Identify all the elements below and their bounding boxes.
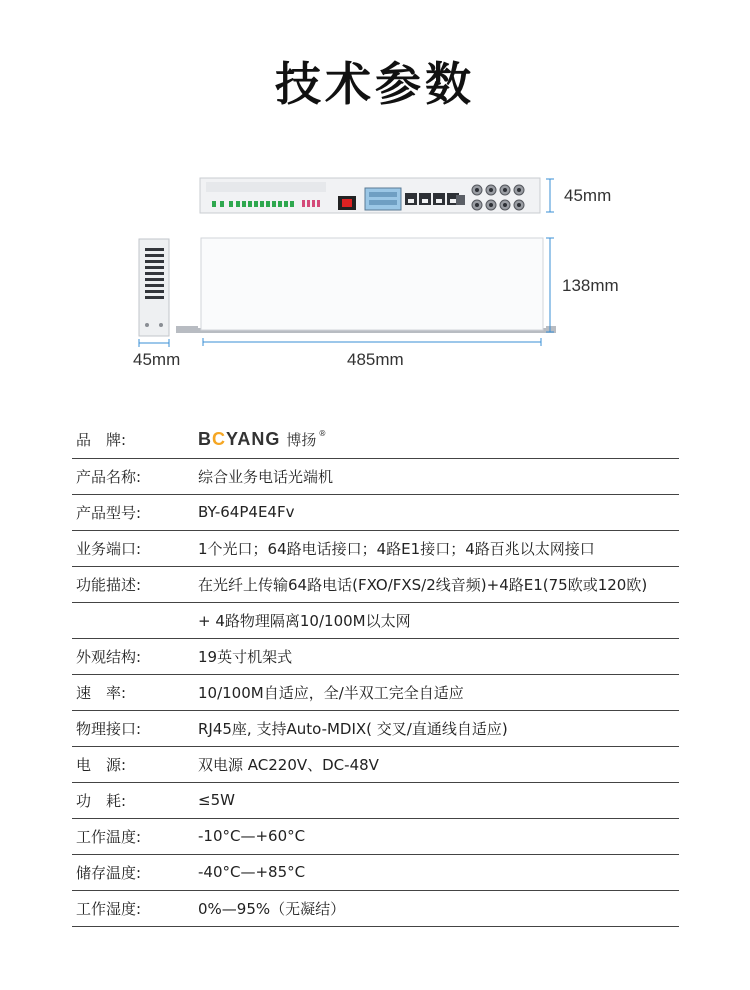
table-row [72,422,679,458]
spec-value: RJ45座, 支持Auto-MDIX( 交叉/直通线自适应) [198,719,508,738]
side-width-label: 45mm [133,350,181,369]
brand-name-en: BCYANG [198,429,281,450]
table-row [72,854,679,890]
table-row [72,890,679,926]
spec-table [72,422,679,927]
spec-value: BY-64P4E4Fv [198,503,295,521]
spec-label: 功 耗: [76,791,127,810]
spec-value: 19英寸机架式 [198,647,293,666]
table-row [72,530,679,566]
spec-label: 工作湿度: [76,899,142,918]
spec-label: 储存温度: [76,863,142,882]
table-row [72,818,679,854]
table-row [72,746,679,782]
table-row [72,602,679,638]
registered-mark: ® [318,429,327,439]
spec-label: 功能描述: [76,575,142,594]
spec-value: -10°C—+60°C [198,827,306,845]
front-panel [200,178,540,213]
spec-label [72,602,198,638]
spec-label: 物理接口: [76,719,142,738]
front-height-label: 45mm [564,186,612,205]
page-title: 技术参数 [275,57,475,111]
table-row [72,638,679,674]
table-row [72,710,679,746]
spec-label: 产品型号: [76,503,142,522]
spec-label: 电 源: [76,755,127,774]
table-row [72,458,679,494]
spec-label: 产品名称: [76,467,142,486]
spec-label: 速 率: [76,683,127,702]
spec-value: + 4路物理隔离10/100M以太网 [198,611,411,630]
table-row [72,674,679,710]
brand-label: 品 牌: [76,431,127,450]
spec-value: -40°C—+85°C [198,863,306,881]
product-illustration [0,0,750,400]
spec-label: 外观结构: [76,647,142,666]
table-row [72,566,679,602]
spec-value: 双电源 AC220V、DC-48V [198,755,379,774]
spec-value: 1个光口；64路电话接口；4路E1接口；4路百兆以太网接口 [198,539,595,558]
side-view [139,239,169,336]
spec-value: 0%—95%（无凝结） [198,899,346,918]
spec-value: 综合业务电话光端机 [198,467,334,486]
spec-label: 业务端口: [76,539,142,558]
top-view [176,238,556,333]
brand-logo [198,429,326,450]
spec-label: 工作温度: [76,827,142,846]
width-label: 485mm [347,350,404,369]
table-row [72,782,679,818]
table-row [72,494,679,530]
spec-value: 在光纤上传输64路电话(FXO/FXS/2线音频)+4路E1(75欧或120欧) [198,575,648,594]
spec-value: ≤5W [198,791,235,809]
depth-label: 138mm [562,276,619,295]
brand-name-cn: 博扬 [286,431,317,450]
spec-value: 10/100M自适应，全/半双工完全自适应 [198,683,464,702]
